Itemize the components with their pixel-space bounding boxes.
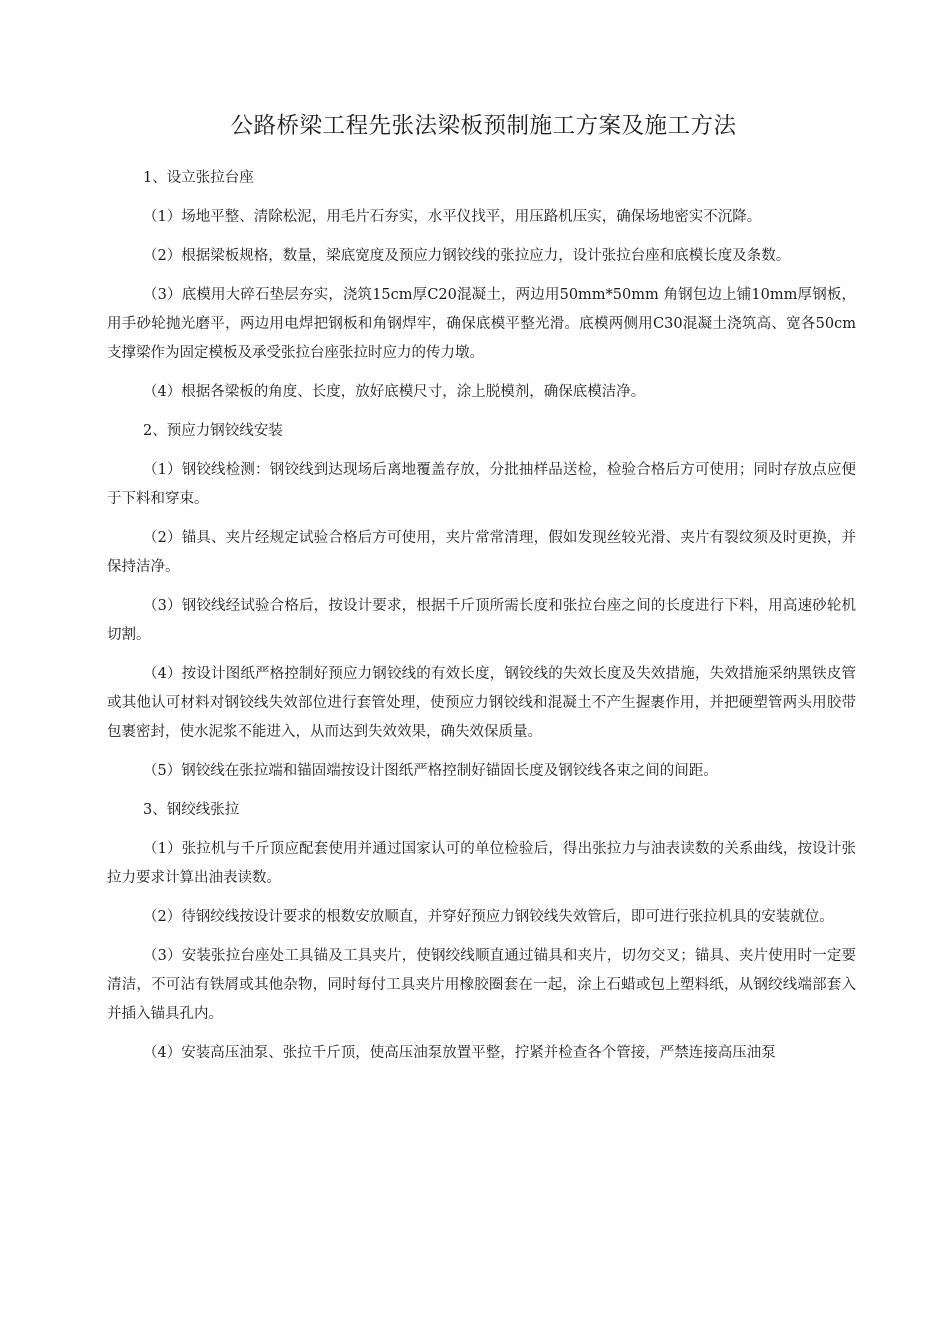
paragraph-2-5: （5）钢铰线在张拉端和锚固端按设计图纸严格控制好锚固长度及钢铰线各束之间的间距。	[143, 763, 718, 779]
paragraph-3-1: （1）张拉机与千斤顶应配套使用并通过国家认可的单位检验后，得出张拉力与油表读数的关系曲线，按设计张拉力要求计算出油表读数。	[107, 841, 856, 886]
paragraph-3-4: （4）安装高压油泵、张拉千斤顶，使高压油泵放置平整，拧紧并检查各个管接，严禁连接高压油泵	[143, 1045, 776, 1061]
page-title: 公路桥梁工程先张法梁板预制施工方案及施工方法	[230, 113, 737, 139]
section-heading-2: 2、预应力钢铰线安装	[143, 423, 283, 439]
section-heading-3: 3、钢绞线张拉	[143, 802, 240, 818]
paragraph-2-1: （1）钢铰线检测：钢铰线到达现场后离地覆盖存放，分批抽样品送检，检验合格后方可使用；同时存放点应便于下料和穿束。	[107, 462, 856, 507]
paragraph-1-4: （4）根据各梁板的角度、长度，放好底模尺寸，涂上脱模剂，确保底模洁净。	[143, 384, 646, 400]
paragraph-3-3: （3）安装张拉台座处工具锚及工具夹片，使钢绞线顺直通过锚具和夹片，切勿交叉；锚具、夹片使用时一定要清洁，不可沾有铁屑或其他杂物，同时每付工具夹片用橡胶圈套在一起，涂上石蜡或包上塑料纸，从钢绞线端部套入并插入锚具孔内。	[107, 948, 856, 1022]
paragraph-2-3: （3）钢铰线经试验合格后，按设计要求，根据千斤顶所需长度和张拉台座之间的长度进行下料，用高速砂轮机切割。	[107, 598, 856, 643]
section-heading-1: 1、设立张拉台座	[143, 170, 254, 186]
paragraph-3-2: （2）待钢绞线按设计要求的根数安放顺直，并穿好预应力钢铰线失效管后，即可进行张拉机具的安装就位。	[143, 909, 834, 925]
paragraph-2-4: （4）按设计图纸严格控制好预应力钢铰线的有效长度，钢铰线的失效长度及失效措施，失效措施采纳黑铁皮管或其他认可材料对钢铰线失效部位进行套管处理，使预应力钢铰线和混凝土不产生握裹作用，并把硬塑管两头用胶带包裹密封，使水泥浆不能进入，从而达到失效效果，确失效保质量。	[107, 666, 856, 740]
paragraph-1-1: （1）场地平整、清除松泥，用毛片石夯实，水平仪找平，用压路机压实，确保场地密实不沉降。	[143, 209, 762, 225]
paragraph-1-2: （2）根据梁板规格，数量，梁底宽度及预应力钢铰线的张拉应力，设计张拉台座和底模长度及条数。	[143, 248, 791, 264]
paragraph-1-3: （3）底模用大碎石垫层夯实，浇筑15cm厚C20混凝土，两边用50mm*50mm 角钢包边上铺10mm厚钢板，用手砂轮抛光磨平，两边用电焊把钢板和角钢焊牢，确保底模平整光滑。底模两侧用C30混凝土浇筑高、宽各50cm支撑梁作为固定模板及承受张拉台座张拉时应力的传力墩。	[107, 287, 856, 361]
paragraph-2-2: （2）锚具、夹片经规定试验合格后方可使用，夹片常常清理，假如发现丝较光滑、夹片有裂纹须及时更换，并保持洁净。	[107, 530, 856, 575]
